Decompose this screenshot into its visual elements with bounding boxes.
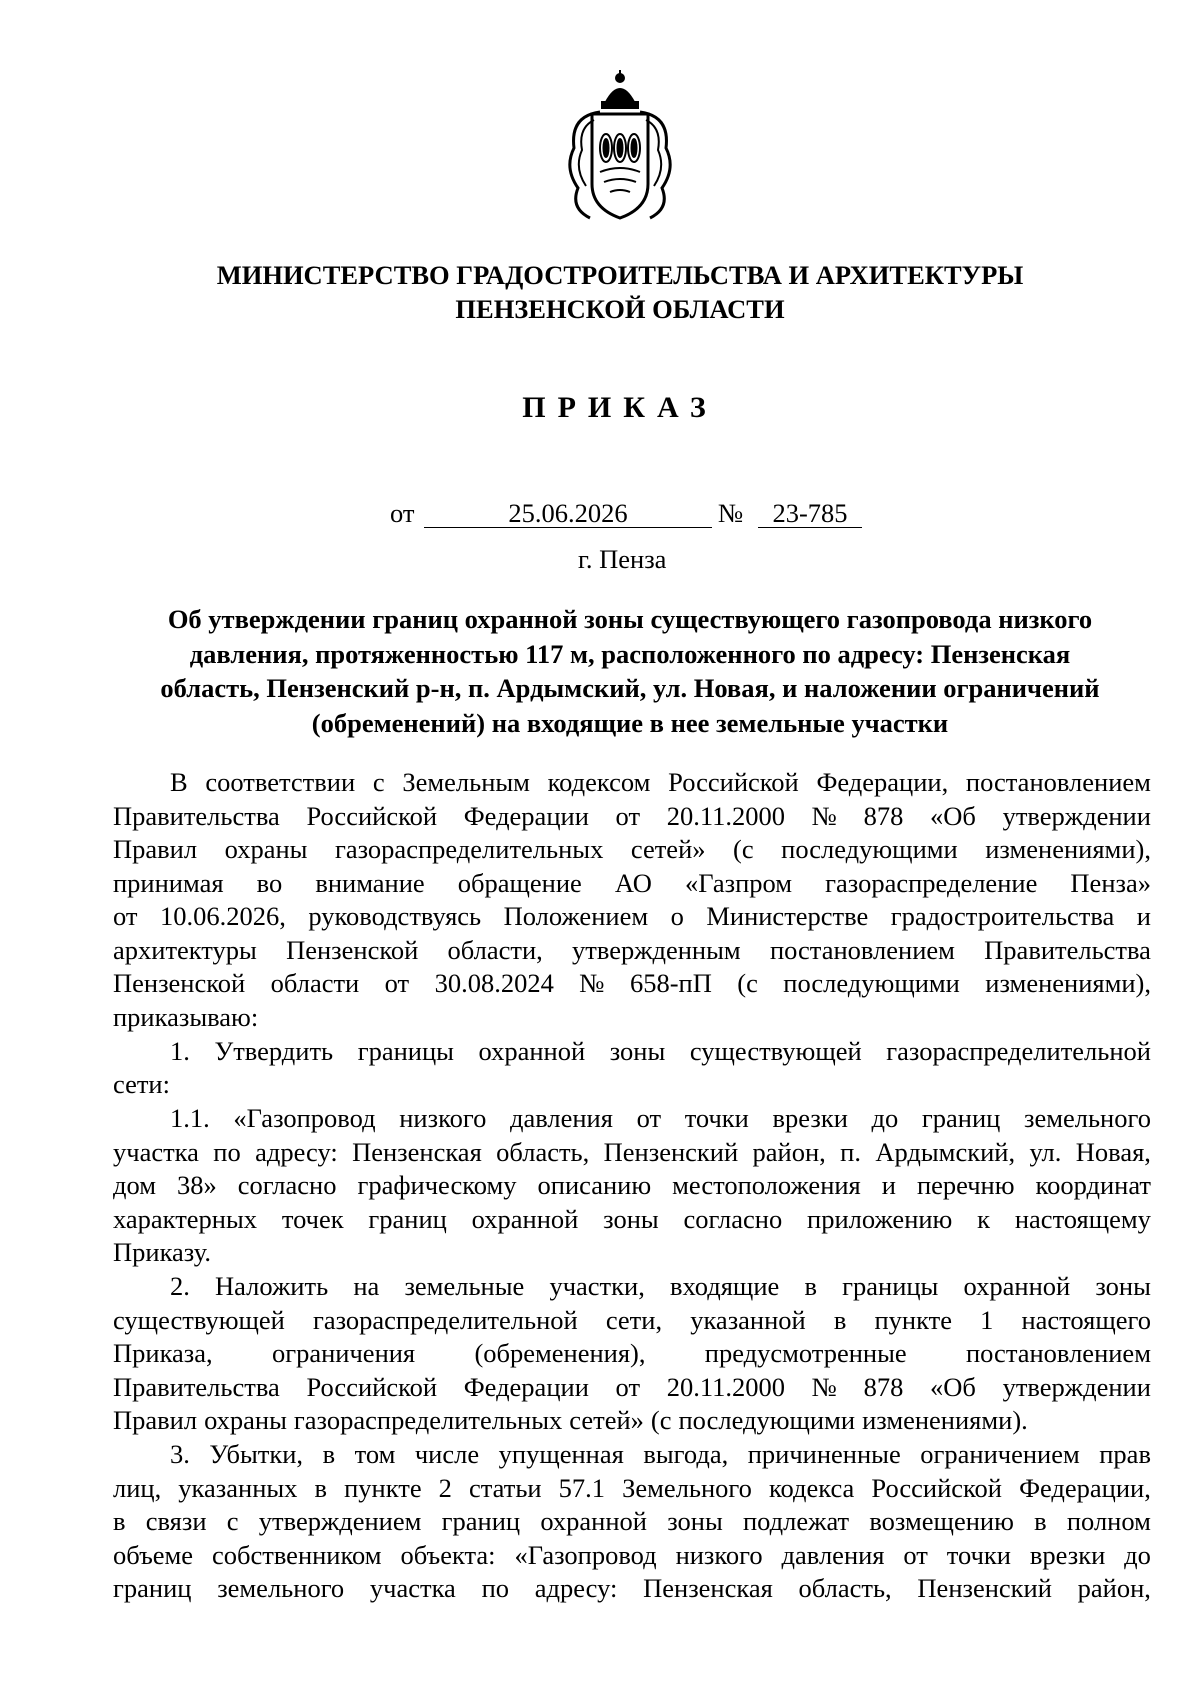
body-line: 1.1. «Газопровод низкого давления от точки врезки до границ земельного bbox=[170, 1103, 1151, 1133]
body-line: Правил охраны газораспределительных сетей» (с последующими изменениями). bbox=[113, 1405, 1028, 1435]
body-line: архитектуры Пензенской области, утвержденным постановлением Правительства bbox=[113, 934, 1151, 965]
order-body bbox=[113, 766, 1151, 1606]
number-label: № bbox=[718, 498, 744, 528]
order-subject bbox=[118, 602, 1142, 740]
body-paragraph bbox=[113, 1035, 1151, 1102]
order-title: ПРИКАЗ bbox=[522, 391, 718, 424]
body-paragraph bbox=[113, 1102, 1151, 1270]
body-line: дом 38» согласно графическому описанию местоположения и перечню координат bbox=[113, 1170, 1151, 1200]
body-line: принимая во внимание обращение АО «Газпром газораспределение Пенза» bbox=[113, 867, 1151, 898]
body-line: от 10.06.2026, руководствуясь Положением о Министерстве градостроительства и bbox=[113, 901, 1151, 931]
ministry-line-2: ПЕНЗЕНСКОЙ ОБЛАСТИ bbox=[455, 294, 785, 324]
order-number: 23-785 bbox=[758, 496, 862, 528]
body-line: Приказа, ограничения (обременения), предусмотренные постановлением bbox=[113, 1338, 1151, 1368]
subject-line: (обременений) на входящие в нее земельные участки bbox=[311, 707, 949, 738]
subject-line: область, Пензенский р-н, п. Ардымский, ул. Новая, и наложении ограничений bbox=[160, 673, 1100, 703]
body-line: границ земельного участка по адресу: Пензенская область, Пензенский район, bbox=[113, 1573, 1151, 1603]
body-line: Правительства Российской Федерации от 20.11.2000 № 878 «Об утверждении bbox=[113, 800, 1151, 831]
body-paragraph bbox=[113, 1270, 1151, 1438]
subject-line: давления, протяженностью 117 м, расположенного по адресу: Пензенская bbox=[189, 638, 1071, 669]
subject-line: Об утверждении границ охранной зоны существующего газопровода низкого bbox=[167, 604, 1093, 634]
body-line: существующей газораспределительной сети, указанной в пункте 1 настоящего bbox=[113, 1304, 1151, 1335]
body-line: В соответствии с Земельным кодексом Российской Федерации, постановлением bbox=[170, 767, 1151, 797]
body-line: Пензенской области от 30.08.2024 № 658-пП (с последующими изменениями), bbox=[113, 968, 1151, 998]
ministry-line-1: МИНИСТЕРСТВО ГРАДОСТРОИТЕЛЬСТВА И АРХИТЕКТУРЫ bbox=[216, 260, 1024, 290]
body-paragraph bbox=[113, 1438, 1151, 1606]
body-line: Приказу. bbox=[113, 1237, 211, 1267]
body-line: Правил охраны газораспределительных сетей» (с последующими изменениями), bbox=[113, 834, 1151, 864]
body-line: объеме собственником объекта: «Газопровод низкого давления от точки врезки до bbox=[113, 1539, 1151, 1570]
date-label: от bbox=[390, 498, 415, 528]
body-line: в связи с утверждением границ охранной зоны подлежат возмещению в полном bbox=[113, 1506, 1151, 1536]
order-date: 25.06.2026 bbox=[424, 496, 712, 528]
body-paragraph bbox=[113, 766, 1151, 1034]
order-dateline bbox=[0, 496, 1200, 530]
body-line: лиц, указанных в пункте 2 статьи 57.1 Земельного кодекса Российской Федерации, bbox=[113, 1472, 1151, 1503]
body-line: приказываю: bbox=[113, 1001, 259, 1032]
body-line: 1. Утвердить границы охранной зоны существующей газораспределительной bbox=[170, 1035, 1151, 1066]
body-line: участка по адресу: Пензенская область, Пензенский район, п. Ардымский, ул. Новая, bbox=[113, 1136, 1151, 1167]
coat-of-arms-emblem bbox=[560, 68, 680, 228]
body-line: 2. Наложить на земельные участки, входящие в границы охранной зоны bbox=[170, 1271, 1151, 1301]
body-line: характерных точек границ охранной зоны согласно приложению к настоящему bbox=[113, 1203, 1151, 1234]
ministry-name bbox=[120, 258, 1120, 326]
body-line: сети: bbox=[113, 1069, 170, 1099]
body-line: Правительства Российской Федерации от 20.11.2000 № 878 «Об утверждении bbox=[113, 1371, 1151, 1402]
city-name: г. Пенза bbox=[578, 544, 667, 574]
body-line: 3. Убытки, в том числе упущенная выгода, причиненные ограничением прав bbox=[170, 1439, 1151, 1469]
